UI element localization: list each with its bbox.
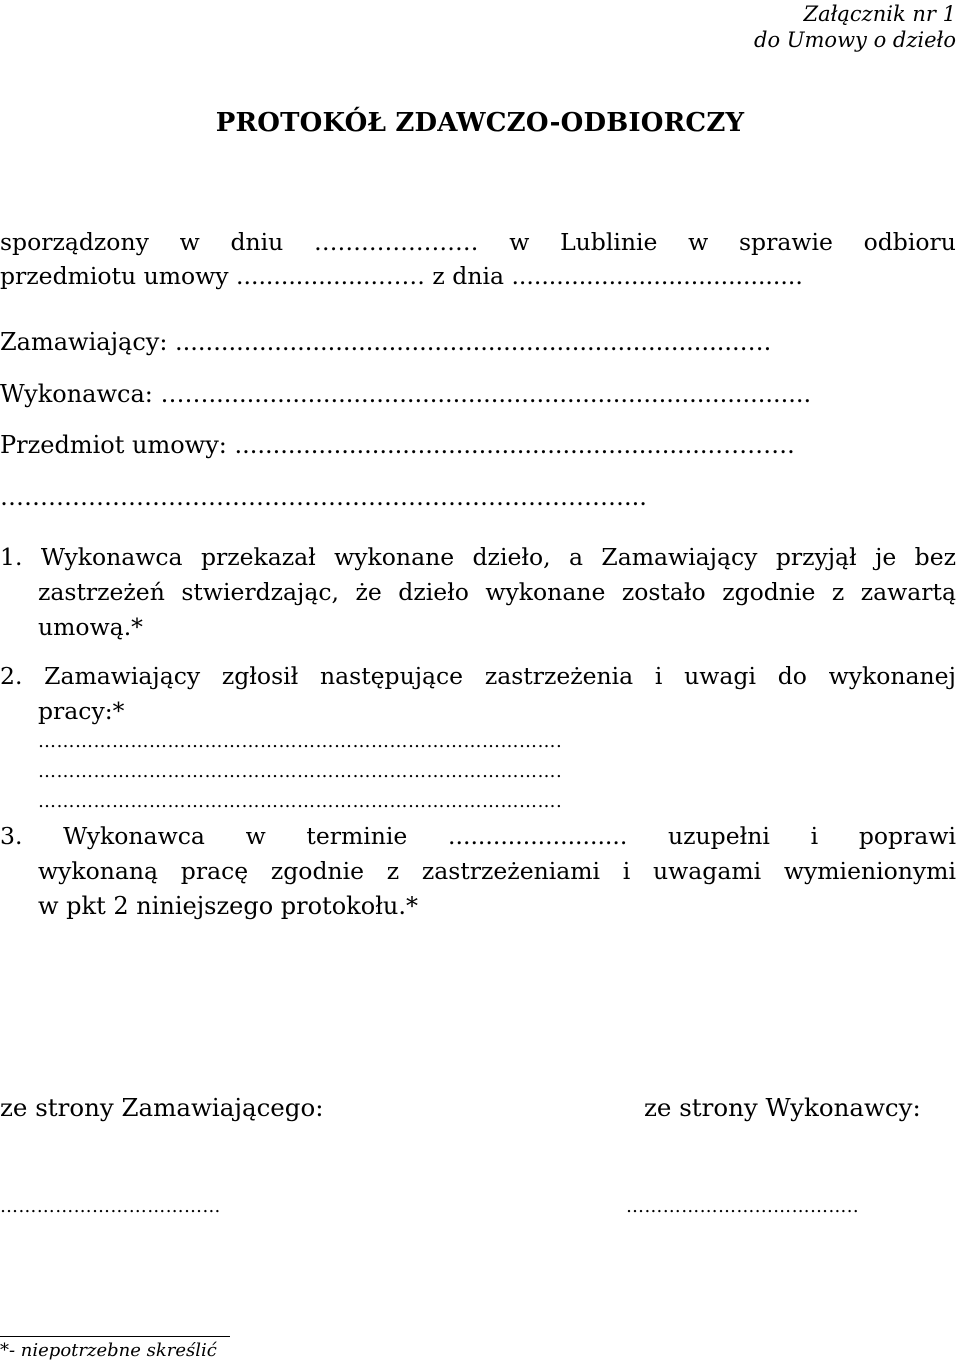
intro-line-1 (0, 225, 956, 259)
word: w (509, 228, 530, 256)
footnote-separator (0, 1336, 230, 1337)
word: przyjął (775, 543, 857, 571)
word: odbioru (863, 228, 956, 256)
word: do (777, 662, 807, 690)
document-title: PROTOKÓŁ ZDAWCZO-ODBIORCZY (215, 108, 745, 138)
item1-line-2 (38, 575, 956, 609)
word: dniu (230, 228, 284, 256)
word: je (875, 543, 897, 571)
word: a (569, 543, 584, 571)
word: w (245, 822, 266, 850)
word: ………………… (314, 228, 479, 256)
word: pracę (180, 857, 249, 885)
word: następujące (319, 662, 464, 690)
word: terminie (306, 822, 408, 850)
word: i (810, 822, 819, 850)
word: wykonaną (38, 857, 159, 885)
item2-dots-1: …………………………………………………………………………. (38, 731, 563, 752)
word: w (179, 228, 200, 256)
subject-continuation-line: ……………………………………………………………………... (0, 483, 647, 511)
word: uwagami (653, 857, 762, 885)
word: i (622, 857, 631, 885)
item2-line-2: pracy:* (38, 697, 125, 725)
word: przekazał (200, 543, 316, 571)
word: 2. (0, 662, 23, 690)
word: Zamawiający (601, 543, 758, 571)
word: Lublinie (560, 228, 658, 256)
word: zastrzeżeń (38, 578, 165, 606)
item2-dots-2: …………………………………………………………………………. (38, 761, 563, 782)
item2-line-1 (0, 659, 956, 693)
word: z (831, 578, 845, 606)
item3-line-3: w pkt 2 niniejszego protokołu.* (38, 892, 419, 920)
word: sprawie (739, 228, 833, 256)
item3-line-1 (0, 819, 956, 853)
signature-label-contracting-party: ze strony Zamawiającego: (0, 1093, 324, 1122)
word: 3. (0, 822, 23, 850)
item1-line-1 (0, 540, 956, 574)
annex-line-2: do Umowy o dzieło (754, 28, 956, 52)
signature-line-contractor: …………………...………….. (626, 1196, 860, 1217)
footnote: *- niepotrzebne skreślić (0, 1340, 217, 1361)
item1-line-3: umową.* (38, 613, 143, 641)
word: wykonanej (828, 662, 956, 690)
word: wymienionymi (783, 857, 956, 885)
signature-line-contracting-party: ……………………………… (0, 1196, 221, 1217)
word: zostało (621, 578, 706, 606)
word: zgodnie (270, 857, 365, 885)
word: Wykonawca (40, 543, 183, 571)
item2-dots-3: …………………………………………………………………………. (38, 791, 563, 812)
word: wykonane (485, 578, 606, 606)
word: dzieło (398, 578, 469, 606)
word: zastrzeżeniami (421, 857, 601, 885)
word: 1. (0, 543, 23, 571)
intro-line-2: przedmiotu umowy ...................…… z dnia ....................................... (0, 262, 803, 290)
word: bez (914, 543, 956, 571)
word: zgłosił (221, 662, 299, 690)
word: zgodnie (722, 578, 816, 606)
word: i (654, 662, 663, 690)
annex-line-1: Załącznik nr 1 (803, 2, 956, 26)
word: uzupełni (668, 822, 770, 850)
contractor-line: Wykonawca: ……............................................................................... (0, 380, 812, 408)
word: ........................ (448, 822, 628, 850)
item3-line-2 (38, 854, 956, 888)
word: w (688, 228, 709, 256)
word: Zamawiający (44, 662, 201, 690)
signature-label-contractor: ze strony Wykonawcy: (644, 1093, 921, 1122)
word: wykonane (334, 543, 455, 571)
word: zastrzeżenia (484, 662, 634, 690)
word: sporządzony (0, 228, 149, 256)
word: dzieło, (472, 543, 551, 571)
subject-line: Przedmiot umowy: ...............................................................………. (0, 431, 795, 459)
word: że (355, 578, 382, 606)
contracting-party-line: Zamawiający: ..........................................................................…. (0, 328, 772, 356)
word: z (386, 857, 400, 885)
word: zawartą (860, 578, 956, 606)
word: poprawi (858, 822, 956, 850)
word: stwierdzając, (181, 578, 339, 606)
word: uwagi (684, 662, 756, 690)
word: Wykonawca (63, 822, 205, 850)
